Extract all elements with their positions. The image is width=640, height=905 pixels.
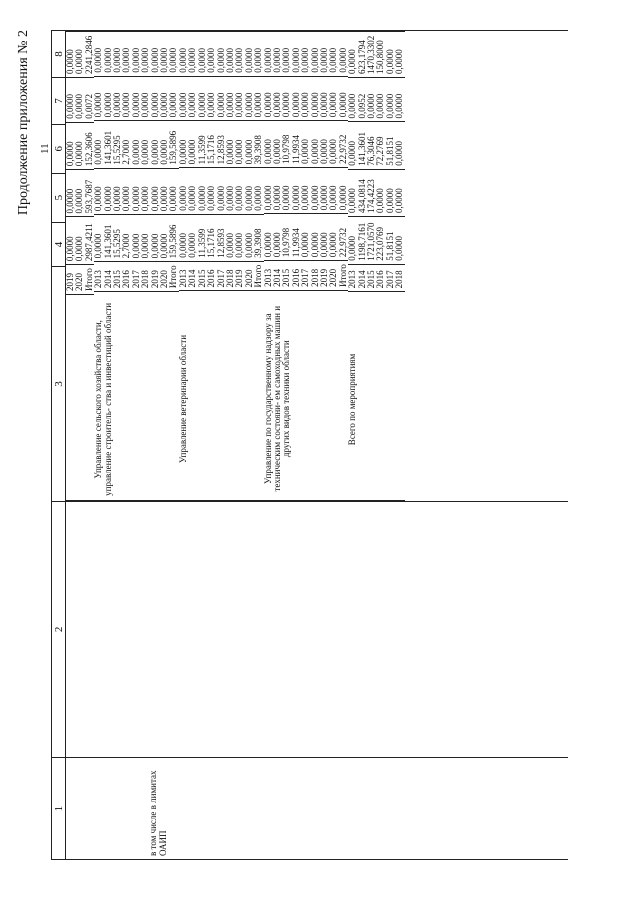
value-cell: 39,3908 bbox=[254, 121, 263, 168]
year-cell: 2020 bbox=[245, 261, 254, 291]
value-cell: 0,0000 bbox=[264, 214, 273, 261]
value-cell: 0,0000 bbox=[75, 170, 84, 217]
year-cell: 2019 bbox=[66, 265, 75, 295]
value-cell: 12,8593 bbox=[217, 214, 226, 261]
value-cell: 0,0000 bbox=[160, 168, 169, 214]
value-cell: 150,8000 bbox=[376, 32, 385, 78]
year-cell: 2017 bbox=[386, 264, 395, 292]
value-cell: 0,0000 bbox=[94, 32, 103, 77]
value-cell: 0,0000 bbox=[329, 214, 338, 261]
value-cell: 0,0000 bbox=[113, 32, 122, 77]
empty-column-2 bbox=[66, 501, 569, 758]
value-cell: 0,0000 bbox=[329, 121, 338, 168]
value-cell: 0,0000 bbox=[151, 121, 160, 168]
value-cell: 22,9732 bbox=[339, 214, 348, 261]
value-cell: 0,0000 bbox=[94, 76, 103, 121]
col-number-2: 2 bbox=[52, 501, 66, 758]
value-cell: 0,0000 bbox=[160, 76, 169, 121]
value-cell: 0,0000 bbox=[179, 168, 188, 214]
groups-cell bbox=[66, 31, 569, 502]
value-cell: 0,0000 bbox=[169, 168, 178, 214]
value-cell: 159,5896 bbox=[169, 121, 178, 168]
value-cell: 0,0952 bbox=[358, 77, 367, 122]
value-cell: 0,0000 bbox=[169, 32, 178, 77]
value-cell: 0,0000 bbox=[198, 168, 207, 214]
value-cell: 0,0000 bbox=[395, 122, 404, 169]
value-cell: 0,0000 bbox=[348, 217, 357, 265]
value-cell: 0,0000 bbox=[264, 167, 273, 213]
value-cell: 0,0000 bbox=[254, 76, 263, 121]
value-cell: 0,0000 bbox=[273, 121, 282, 168]
limits-label-cell bbox=[66, 758, 569, 860]
value-cell: 0,0000 bbox=[329, 32, 338, 77]
year-cell: 2017 bbox=[132, 262, 141, 292]
value-cell: 0,0000 bbox=[376, 77, 385, 122]
value-cell: 0,0000 bbox=[151, 168, 160, 214]
value-cell: 0,0000 bbox=[339, 32, 348, 77]
value-cell: 0,0000 bbox=[226, 32, 235, 77]
agency-group-table bbox=[348, 31, 404, 501]
year-cell: 2015 bbox=[113, 262, 122, 292]
value-cell: 0,0000 bbox=[217, 32, 226, 77]
value-cell: 0,0000 bbox=[66, 170, 75, 217]
value-cell: 11,9934 bbox=[292, 214, 301, 261]
year-cell: 2014 bbox=[358, 264, 367, 292]
value-cell: 0,0000 bbox=[395, 169, 404, 216]
value-cell: 0,0000 bbox=[66, 122, 75, 169]
value-cell: 0,0000 bbox=[160, 121, 169, 168]
value-cell: 0,0000 bbox=[320, 32, 329, 77]
value-cell: 0,0000 bbox=[254, 32, 263, 77]
year-cell: 2019 bbox=[151, 262, 160, 292]
value-cell: 0,0000 bbox=[301, 167, 310, 213]
value-cell: 0,0000 bbox=[113, 76, 122, 121]
value-cell: 0,0000 bbox=[94, 121, 103, 168]
value-cell: 0,0000 bbox=[376, 169, 385, 216]
col-number-3: 3 bbox=[52, 267, 66, 501]
year-cell: 2018 bbox=[141, 262, 150, 292]
value-cell: 2241,2846 bbox=[85, 32, 94, 78]
value-cell: 0,0000 bbox=[301, 76, 310, 121]
agency-group bbox=[179, 31, 264, 501]
value-cell: 0,0000 bbox=[386, 77, 395, 122]
agency-group-table bbox=[66, 31, 94, 501]
year-cell: 2018 bbox=[311, 261, 320, 291]
value-cell: 12,8593 bbox=[217, 121, 226, 168]
value-cell: 0,0000 bbox=[188, 76, 197, 121]
value-cell: 0,0000 bbox=[245, 76, 254, 121]
value-cell: 0,0000 bbox=[245, 214, 254, 261]
value-cell: 0,0000 bbox=[141, 168, 150, 214]
value-cell: 593,7687 bbox=[85, 170, 94, 217]
value-cell: 0,0000 bbox=[348, 32, 357, 78]
merged-header: 11 bbox=[38, 31, 52, 267]
value-cell: 0,0072 bbox=[85, 77, 94, 122]
value-cell: 10,9798 bbox=[282, 121, 291, 168]
agency-group bbox=[264, 31, 349, 501]
value-cell: 0,0000 bbox=[198, 76, 207, 121]
agency-group bbox=[348, 31, 404, 501]
value-cell: 22,9732 bbox=[339, 121, 348, 168]
value-cell: 76,3046 bbox=[367, 122, 376, 169]
year-cell: Итого bbox=[85, 265, 94, 295]
value-cell: 0,0000 bbox=[273, 32, 282, 77]
col-number-7: 7 bbox=[52, 77, 66, 124]
col-number-5: 5 bbox=[52, 173, 66, 222]
year-cell: 2013 bbox=[179, 261, 188, 291]
value-cell: 15,5295 bbox=[113, 215, 122, 262]
value-cell: 0,0000 bbox=[320, 76, 329, 121]
value-cell: 0,0000 bbox=[273, 167, 282, 213]
value-cell: 0,0000 bbox=[386, 169, 395, 216]
value-cell: 0,0000 bbox=[311, 167, 320, 213]
value-cell: 0,0000 bbox=[132, 32, 141, 77]
value-cell: 0,0000 bbox=[179, 121, 188, 168]
value-cell: 0,0000 bbox=[339, 76, 348, 121]
value-cell: 0,0000 bbox=[348, 169, 357, 216]
value-cell: 0,0000 bbox=[311, 76, 320, 121]
value-cell: 0,0000 bbox=[66, 217, 75, 265]
value-cell: 0,0000 bbox=[367, 77, 376, 122]
year-cell: Итого bbox=[169, 262, 178, 292]
agency-group-table bbox=[179, 31, 264, 501]
value-cell: 0,0000 bbox=[188, 214, 197, 261]
value-cell: 0,0000 bbox=[235, 214, 244, 261]
value-cell: 141,3601 bbox=[358, 122, 367, 169]
agency-group-table bbox=[264, 31, 349, 501]
value-cell: 0,0000 bbox=[151, 32, 160, 77]
value-cell: 0,0000 bbox=[179, 32, 188, 77]
value-cell: 0,0000 bbox=[301, 214, 310, 261]
year-cell: 2013 bbox=[94, 262, 103, 292]
value-cell: 0,0000 bbox=[122, 32, 131, 77]
value-cell: 0,0000 bbox=[207, 76, 216, 121]
value-cell: 0,0000 bbox=[75, 32, 84, 78]
value-cell: 0,0000 bbox=[245, 121, 254, 168]
value-cell: 141,3601 bbox=[104, 215, 113, 262]
year-cell: 2014 bbox=[188, 261, 197, 291]
value-cell: 0,0000 bbox=[311, 214, 320, 261]
value-cell: 0,0000 bbox=[94, 168, 103, 214]
value-cell: 0,0000 bbox=[235, 121, 244, 168]
value-cell: 11,3599 bbox=[198, 214, 207, 261]
agency-name: Управление сельского хозяйства области, управление строитель- ства и инвестиций области bbox=[94, 292, 179, 500]
continuation-header: Продолжение приложения № 2 bbox=[16, 30, 31, 216]
value-cell: 0,0000 bbox=[179, 214, 188, 261]
value-cell: 72,2769 bbox=[376, 122, 385, 169]
value-cell: 0,0000 bbox=[311, 121, 320, 168]
year-cell: 2016 bbox=[207, 261, 216, 291]
value-cell: 15,5295 bbox=[113, 121, 122, 168]
value-cell: 0,0000 bbox=[75, 122, 84, 169]
limits-label: в том числе в лимитах ОАИП bbox=[148, 770, 168, 856]
agency-group bbox=[66, 31, 94, 501]
value-cell: 0,0000 bbox=[132, 76, 141, 121]
value-cell: 0,0000 bbox=[226, 214, 235, 261]
year-cell: 2016 bbox=[122, 262, 131, 292]
year-cell: 2020 bbox=[160, 262, 169, 292]
value-cell: 152,3606 bbox=[85, 122, 94, 169]
year-cell: 2014 bbox=[104, 262, 113, 292]
value-cell: 39,3908 bbox=[254, 214, 263, 261]
value-cell: 0,0000 bbox=[301, 32, 310, 77]
year-cell: 2019 bbox=[320, 261, 329, 291]
value-cell: 0,0000 bbox=[151, 215, 160, 262]
year-cell: 2017 bbox=[217, 261, 226, 291]
funding-table bbox=[38, 30, 568, 860]
value-cell: 0,0000 bbox=[160, 215, 169, 262]
value-cell: 0,0000 bbox=[179, 76, 188, 121]
value-cell: 0,0000 bbox=[282, 76, 291, 121]
value-cell: 0,0000 bbox=[122, 168, 131, 214]
table-frame bbox=[16, 30, 498, 860]
year-cell: 2015 bbox=[198, 261, 207, 291]
value-cell: 0,0000 bbox=[395, 32, 404, 78]
value-cell: 2,7000 bbox=[122, 121, 131, 168]
value-cell: 11,9934 bbox=[292, 121, 301, 168]
value-cell: 0,0000 bbox=[226, 168, 235, 214]
agency-name bbox=[66, 294, 94, 500]
value-cell: 0,0000 bbox=[273, 76, 282, 121]
value-cell: 0,0000 bbox=[141, 121, 150, 168]
year-cell: 2018 bbox=[226, 261, 235, 291]
value-cell: 0,0000 bbox=[348, 77, 357, 122]
agency-name: Управление по государственному надзору за техническим состояни- ем самоходных машин и других видов техники области bbox=[264, 290, 349, 500]
value-cell: 0,0000 bbox=[329, 167, 338, 213]
value-cell: 0,0000 bbox=[141, 76, 150, 121]
value-cell: 0,0000 bbox=[122, 76, 131, 121]
value-cell: 0,0000 bbox=[188, 32, 197, 77]
value-cell: 0,0000 bbox=[94, 215, 103, 262]
value-cell: 0,0000 bbox=[320, 121, 329, 168]
year-cell: 2015 bbox=[282, 261, 291, 291]
value-cell: 0,0000 bbox=[395, 77, 404, 122]
value-cell: 0,0000 bbox=[235, 168, 244, 214]
value-cell: 0,0000 bbox=[235, 32, 244, 77]
col-number-1: 1 bbox=[52, 758, 66, 860]
value-cell: 0,0000 bbox=[75, 77, 84, 122]
value-cell: 0,0000 bbox=[273, 214, 282, 261]
groups-container bbox=[66, 31, 405, 501]
merged-header-row bbox=[38, 31, 52, 860]
value-cell: 1470,3302 bbox=[367, 32, 376, 78]
value-cell: 10,9798 bbox=[282, 214, 291, 261]
year-cell: 2015 bbox=[367, 264, 376, 292]
value-cell: 51,8151 bbox=[386, 217, 395, 265]
year-cell: Итого bbox=[339, 261, 348, 291]
agency-group bbox=[94, 31, 179, 501]
value-cell: 0,0000 bbox=[188, 121, 197, 168]
col-number-6: 6 bbox=[52, 124, 66, 173]
year-cell: 2020 bbox=[75, 265, 84, 295]
col-number-8: 8 bbox=[52, 31, 66, 78]
value-cell: 0,0000 bbox=[198, 32, 207, 77]
value-cell: 0,0000 bbox=[329, 76, 338, 121]
column-number-row bbox=[52, 31, 66, 860]
agency-name: Управление ветеринарии области bbox=[179, 291, 264, 500]
year-cell: 2017 bbox=[301, 261, 310, 291]
value-cell: 0,0000 bbox=[132, 121, 141, 168]
value-cell: 0,0000 bbox=[160, 32, 169, 77]
value-cell: 0,0000 bbox=[66, 77, 75, 122]
value-cell: 0,0000 bbox=[66, 32, 75, 78]
value-cell: 0,0000 bbox=[141, 215, 150, 262]
value-cell: 0,0000 bbox=[132, 168, 141, 214]
value-cell: 2987,4211 bbox=[85, 217, 94, 265]
value-cell: 0,0000 bbox=[226, 76, 235, 121]
value-cell: 0,0000 bbox=[235, 76, 244, 121]
value-cell: 0,0000 bbox=[348, 122, 357, 169]
value-cell: 0,0000 bbox=[320, 214, 329, 261]
value-cell: 0,0000 bbox=[104, 168, 113, 214]
value-cell: 0,0000 bbox=[113, 168, 122, 214]
value-cell: 0,0000 bbox=[292, 32, 301, 77]
value-cell: 0,0000 bbox=[245, 32, 254, 77]
value-cell: 174,4223 bbox=[367, 169, 376, 216]
value-cell: 1721,0570 bbox=[367, 217, 376, 265]
value-cell: 0,0000 bbox=[264, 76, 273, 121]
value-cell: 0,0000 bbox=[188, 168, 197, 214]
value-cell: 0,0000 bbox=[217, 76, 226, 121]
agency-name: Всего по мероприятиям bbox=[348, 292, 404, 500]
value-cell: 0,0000 bbox=[207, 168, 216, 214]
value-cell: 0,0000 bbox=[226, 121, 235, 168]
value-cell: 0,0000 bbox=[264, 32, 273, 77]
value-cell: 0,0000 bbox=[292, 76, 301, 121]
year-cell: 2013 bbox=[264, 261, 273, 291]
value-cell: 11,3599 bbox=[198, 121, 207, 168]
value-cell: 0,0000 bbox=[132, 215, 141, 262]
year-cell: Итого bbox=[254, 261, 263, 291]
year-cell: 2020 bbox=[329, 261, 338, 291]
value-cell: 51,8151 bbox=[386, 122, 395, 169]
year-cell: 2014 bbox=[273, 261, 282, 291]
value-cell: 0,0000 bbox=[217, 168, 226, 214]
value-cell: 0,0000 bbox=[282, 167, 291, 213]
value-cell: 0,0000 bbox=[141, 32, 150, 77]
agency-group-table bbox=[94, 31, 179, 501]
value-cell: 0,0000 bbox=[386, 32, 395, 78]
value-cell: 0,0000 bbox=[207, 32, 216, 77]
value-cell: 0,0000 bbox=[254, 168, 263, 214]
year-cell: 2013 bbox=[348, 264, 357, 292]
year-cell: 2016 bbox=[292, 261, 301, 291]
value-cell: 0,0000 bbox=[169, 76, 178, 121]
value-cell: 0,0000 bbox=[264, 121, 273, 168]
col-number-4: 4 bbox=[52, 222, 66, 267]
value-cell: 623,1794 bbox=[358, 32, 367, 78]
value-cell: 0,0000 bbox=[311, 32, 320, 77]
value-cell: 159,5896 bbox=[169, 215, 178, 262]
value-cell: 0,0000 bbox=[104, 76, 113, 121]
value-cell: 0,0000 bbox=[292, 167, 301, 213]
value-cell: 0,0000 bbox=[301, 121, 310, 168]
value-cell: 0,0000 bbox=[151, 76, 160, 121]
value-cell: 2,7000 bbox=[122, 215, 131, 262]
year-cell: 2018 bbox=[395, 264, 404, 292]
value-cell: 15,1716 bbox=[207, 214, 216, 261]
value-cell: 141,3601 bbox=[104, 121, 113, 168]
value-cell: 0,0000 bbox=[395, 217, 404, 265]
value-cell: 434,0814 bbox=[358, 169, 367, 216]
value-cell: 0,0000 bbox=[339, 167, 348, 213]
value-cell: 223,0769 bbox=[376, 217, 385, 265]
value-cell: 0,0000 bbox=[282, 32, 291, 77]
value-cell: 0,0000 bbox=[245, 168, 254, 214]
year-cell: 2019 bbox=[235, 261, 244, 291]
value-cell: 0,0000 bbox=[320, 167, 329, 213]
value-cell: 0,0000 bbox=[75, 217, 84, 265]
value-cell: 0,0000 bbox=[104, 32, 113, 77]
value-cell: 15,1716 bbox=[207, 121, 216, 168]
year-cell: 2016 bbox=[376, 264, 385, 292]
value-cell: 1198,7161 bbox=[358, 217, 367, 265]
